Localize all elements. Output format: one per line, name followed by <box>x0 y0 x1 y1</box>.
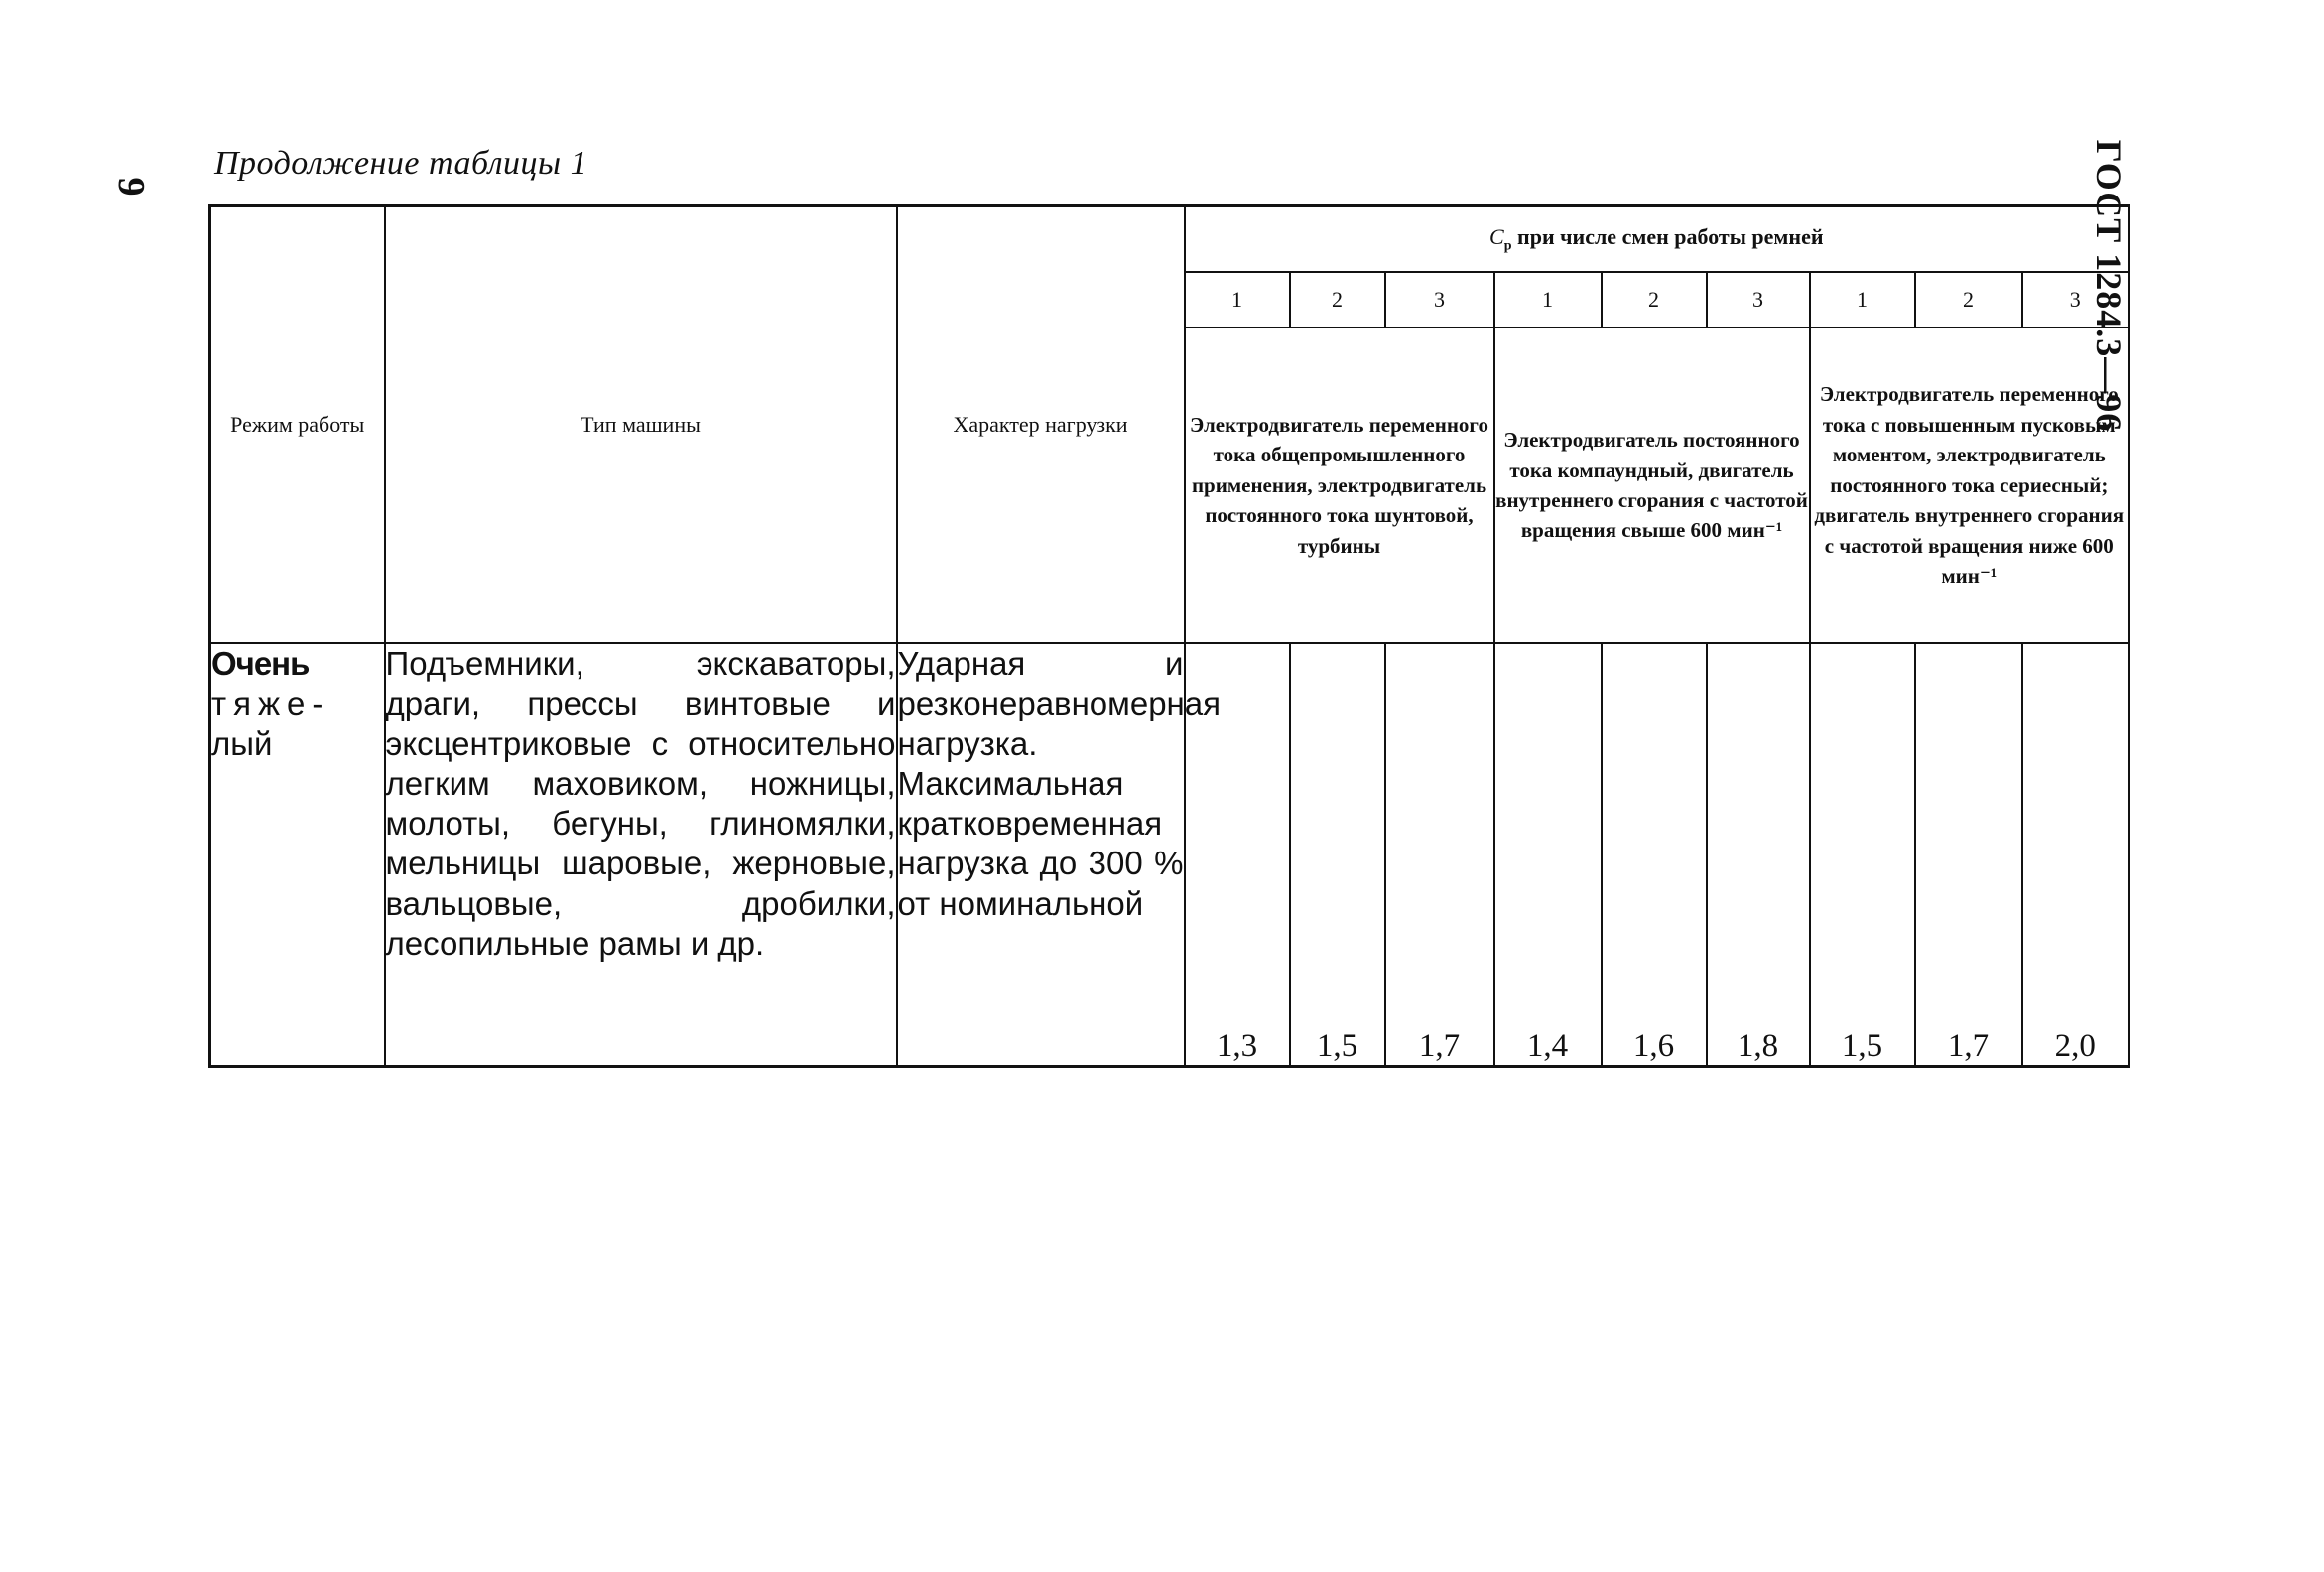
coefficient-cell: 1,7 <box>1915 643 2022 1067</box>
cp-text: при числе смен работы ремней <box>1511 223 1824 249</box>
cp-symbol: C <box>1489 223 1504 249</box>
shift-number: 2 <box>1602 272 1707 328</box>
standard-id: ГОСТ 1284.3—96 <box>2089 139 2129 433</box>
motor-group-3: Электродвигатель переменного тока с повышенным пусковым моментом, электродвигатель постоянного тока сериесный; двигатель внутреннего сгорания с частотой вращения ниже 600 мин⁻¹ <box>1810 328 2130 643</box>
header-cp <box>1185 206 2130 273</box>
mode-cell <box>210 643 385 1067</box>
coefficient-cell: 1,6 <box>1602 643 1707 1067</box>
coefficient-cell: 1,5 <box>1810 643 1915 1067</box>
header-mode: Режим работы <box>210 206 385 644</box>
coefficient-cell: 1,4 <box>1494 643 1602 1067</box>
coefficient-cell: 1,3 <box>1185 643 1290 1067</box>
shift-number: 2 <box>1290 272 1385 328</box>
shift-number: 3 <box>1385 272 1494 328</box>
coefficient-cell: 1,5 <box>1290 643 1385 1067</box>
motor-group-1: Электродвигатель переменного тока общепромышленного применения, электродвигатель постоянного тока шунтовой, турбины <box>1185 328 1494 643</box>
mode-line-1: Очень <box>211 645 310 682</box>
shift-number: 1 <box>1494 272 1602 328</box>
coefficient-cell: 2,0 <box>2022 643 2130 1067</box>
shift-number: 3 <box>1707 272 1810 328</box>
shift-number: 1 <box>1185 272 1290 328</box>
mode-line-2: тяже- <box>211 685 330 722</box>
table-caption: Продолжение таблицы 1 <box>214 145 588 182</box>
shift-number: 1 <box>1810 272 1915 328</box>
table-row <box>210 643 2130 1067</box>
header-machine-type: Тип машины <box>385 206 897 644</box>
machine-type-cell: Подъемники, экскаваторы, драги, прессы винтовые и эксцентриковые с относительно легким маховиком, ножницы, молоты, бегуны, глиномялки, мельницы шаровые, жерновые, вальцовые, дробилки, лесопильные рамы и др. <box>385 643 897 1067</box>
motor-group-2: Электродвигатель постоянного тока компаундный, двигатель внутреннего сгорания с частотой вращения свыше 600 мин⁻¹ <box>1494 328 1810 643</box>
mode-line-3: лый <box>211 724 273 762</box>
coefficient-cell: 1,8 <box>1707 643 1810 1067</box>
header-load-type: Характер нагрузки <box>897 206 1185 644</box>
coefficient-table <box>208 204 2130 1068</box>
shift-number: 2 <box>1915 272 2022 328</box>
cp-subscript: р <box>1503 238 1512 254</box>
page-number: 9 <box>110 177 152 196</box>
shift-number: 3 <box>2022 272 2130 328</box>
load-type-cell: Ударная и резконеравномерная нагрузка. Максимальная кратковременная нагрузка до 300 % от номинальной <box>897 643 1185 1067</box>
coefficient-cell: 1,7 <box>1385 643 1494 1067</box>
